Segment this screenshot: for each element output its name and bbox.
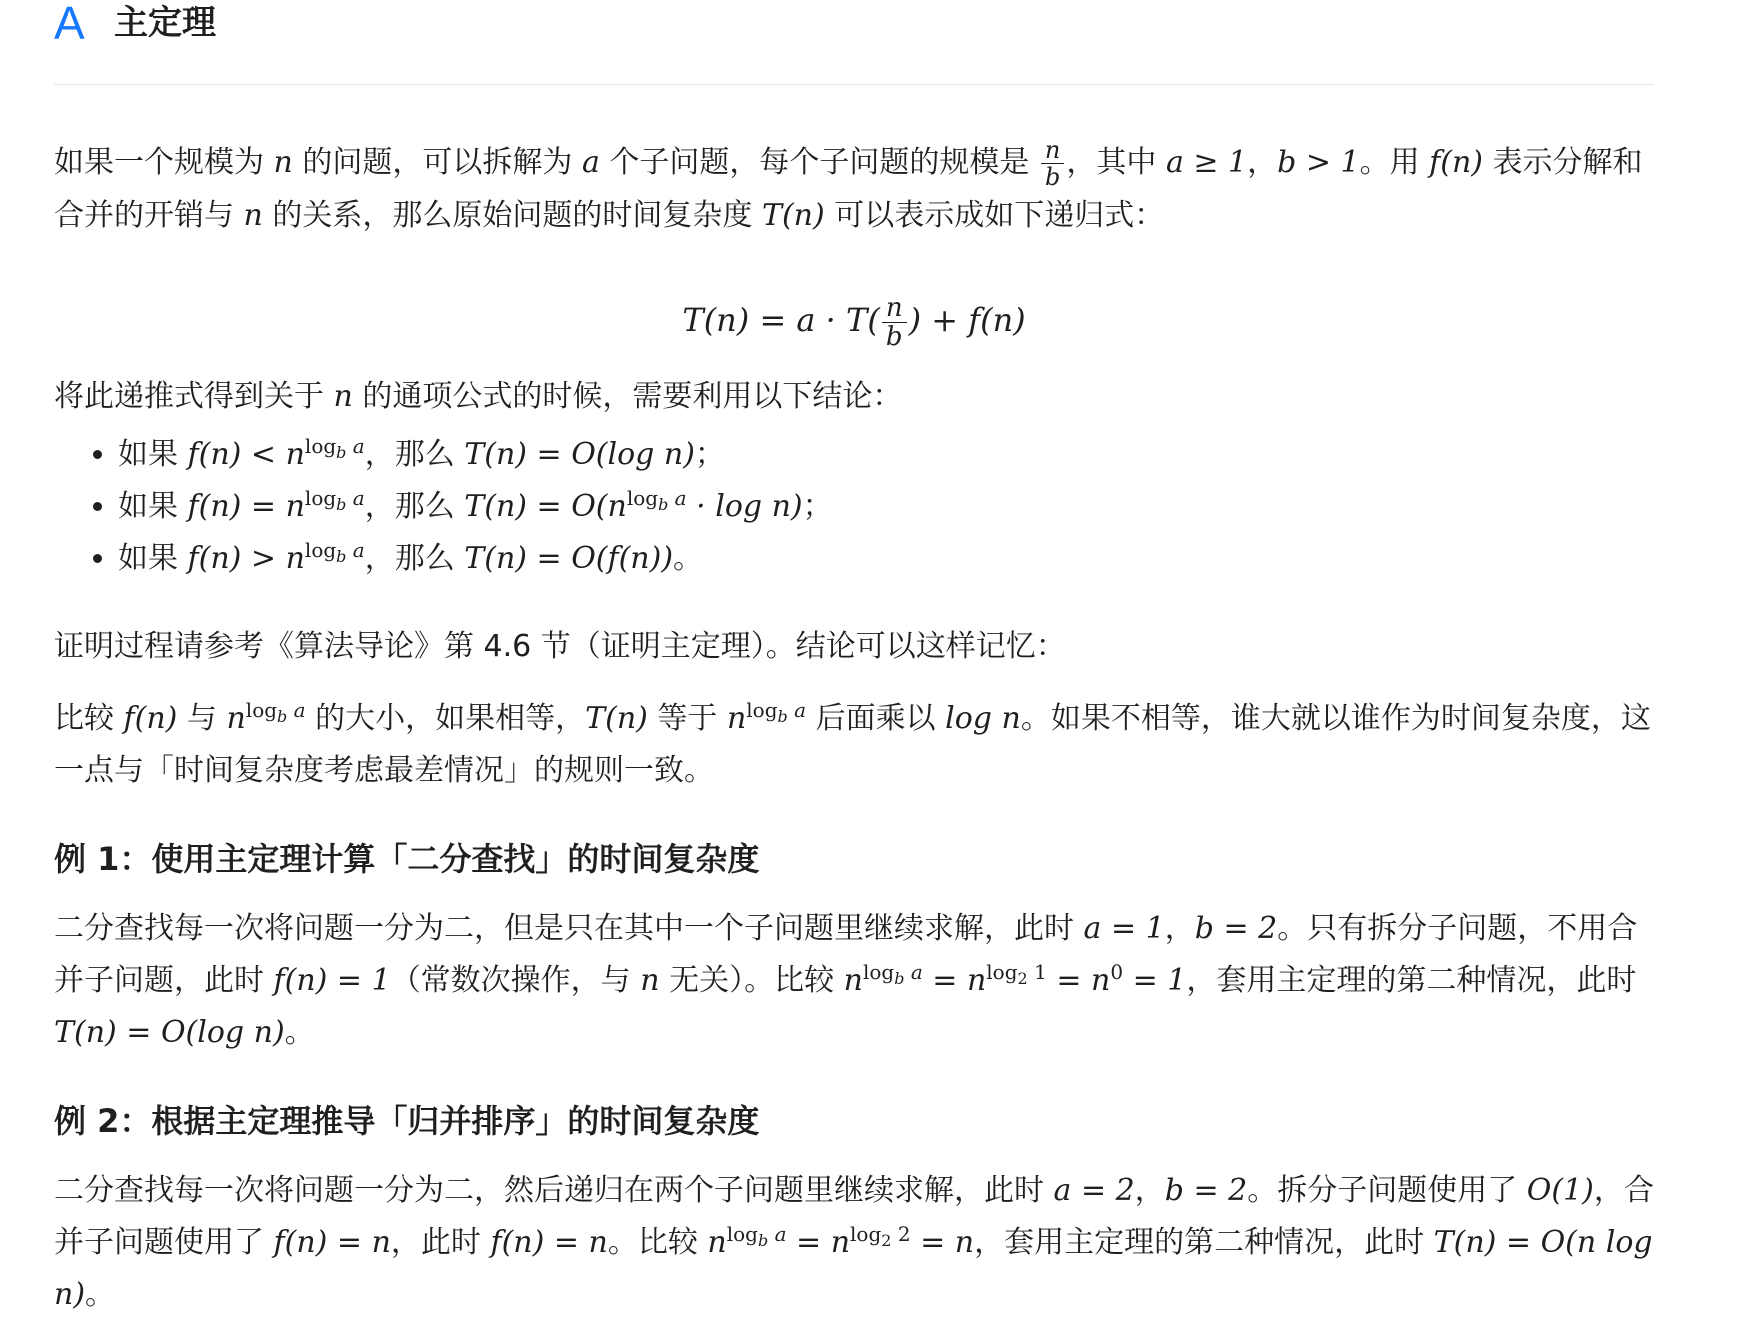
memo-paragraph: 比较 f(n) 与 $n^{log_b a}$ 的大小，如果相等，T(n) 等于 $n^{log_b a}$ 后面乘以 log n。如果不相等，谁大就以谁作为时间复杂度，这一点与「时间复杂度考虑最差情况」的规则一致。 bbox=[54, 698, 1651, 788]
intro-paragraph: 如果一个规模为 n 的问题，可以拆解为 a 个子问题，每个子问题的规模是 $\frac{n}{b}$ ，其中 a ≥ 1，b > 1。用 f(n) 表示分解和合并的开销与 n 的关系，那么原始问题的时间复杂度 T(n) 可以表示成如下递归式： bbox=[54, 136, 1643, 233]
recurrence-fraction: $\frac{n}{b}$ bbox=[882, 294, 907, 351]
proof-reference: 证明过程请参考《算法导论》第 4.6 节（证明主定理）。结论可以这样记忆： bbox=[54, 629, 1066, 664]
example-1-title: 例 1：使用主定理计算「二分查找」的时间复杂度 bbox=[54, 840, 760, 878]
section-heading bbox=[54, 0, 1654, 84]
example-1-paragraph: 二分查找每一次将问题一分为二，但是只在其中一个子问题里继续求解，此时 a = 1，b = 2。只有拆分子问题，不用合并子问题，此时 f(n) = 1（常数次操作，与 n 无关）。比较 $n^{log_b a} = n^{log_2 1} = n^0 = 1$，套用主定理的第二种情况，此时 T(n) = O(log n)。 bbox=[54, 911, 1638, 1050]
article bbox=[54, 0, 1654, 1321]
example-2-paragraph: 二分查找每一次将问题一分为二，然后递归在两个子问题里继续求解，此时 a = 2，b = 2。拆分子问题使用了 O(1)，合并子问题使用了 f(n) = n，此时 f(n) = n。比较 $n^{log_b a} = n^{log_2 2} = n$，套用主定理的第二种情况，此时 T(n) = O(n log n)。 bbox=[54, 1173, 1654, 1312]
example-2-title: 例 2：根据主定理推导「归并排序」的时间复杂度 bbox=[54, 1102, 760, 1140]
case-item: • 如果 $f(n) = n^{log_b a}$，那么 $T(n) = O(n^{log_b a} \cdot \log n)$； bbox=[118, 481, 1654, 533]
fraction-n-over-b: $\frac{n}{b}$ bbox=[1041, 137, 1064, 190]
heading-anchor-mark[interactable]: A bbox=[54, 0, 85, 49]
heading-divider bbox=[54, 84, 1654, 85]
case-item: • 如果 $f(n) > n^{log_b a}$，那么 T(n) = O(f(n))。 bbox=[118, 533, 1654, 585]
case-item: • 如果 $f(n) < n^{log_b a}$，那么 T(n) = O(log n)； bbox=[118, 429, 1654, 481]
cases-list bbox=[54, 429, 1654, 585]
lead-paragraph: 将此递推式得到关于 n 的通项公式的时候，需要利用以下结论： bbox=[54, 379, 903, 414]
heading-title: 主定理 bbox=[114, 3, 216, 43]
recurrence-formula: T(n) = a · T( $\frac{n}{b}$ ) + f(n) bbox=[682, 293, 1026, 352]
